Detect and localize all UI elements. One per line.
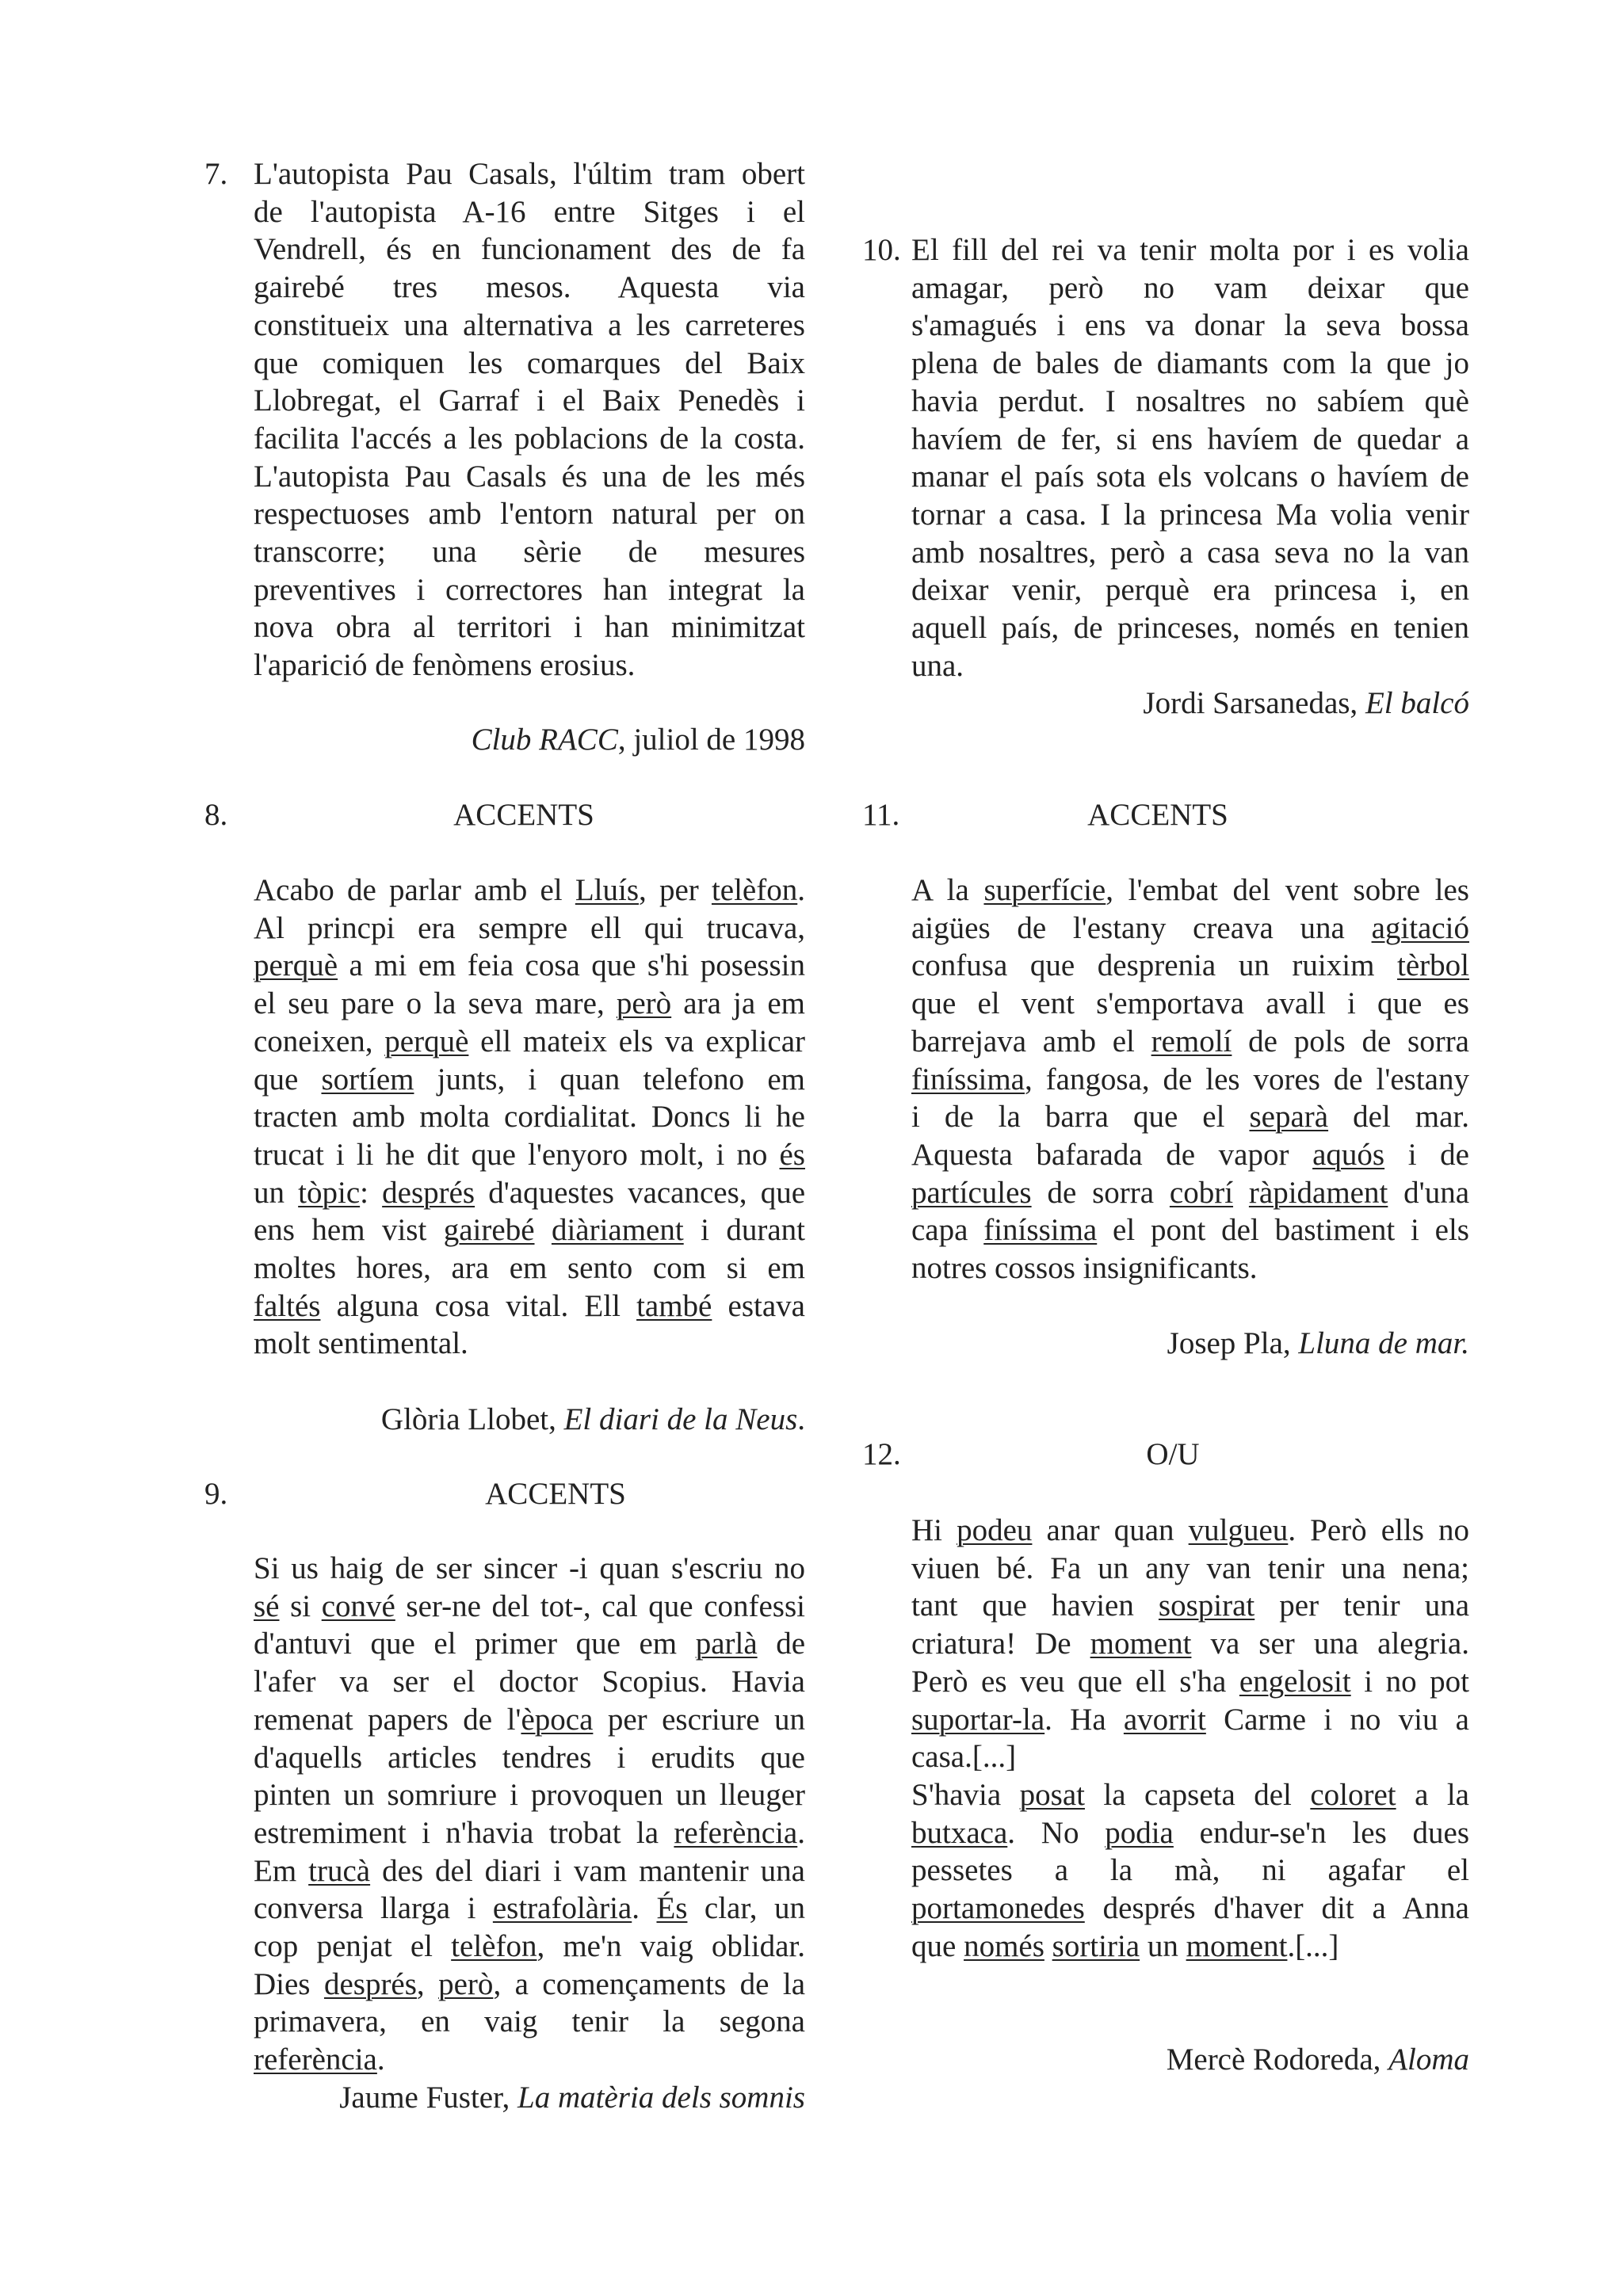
section-8-body bbox=[254, 871, 805, 1363]
text-line: faltés alguna cosa vital. Ell també estava bbox=[254, 1288, 805, 1323]
section-10-body bbox=[911, 231, 1469, 685]
underlined-word: remolí bbox=[1151, 1024, 1232, 1058]
section-8-paragraph bbox=[254, 871, 805, 1363]
text-line: que el vent s'emportava avall i que es bbox=[911, 986, 1469, 1021]
underlined-word: diàriament bbox=[551, 1213, 684, 1248]
underlined-word: després bbox=[323, 1966, 417, 2001]
text-line: suportar-la. Ha avorrit Carme i no viu a bbox=[911, 1702, 1469, 1737]
text-line: conversa llarga i estrafolària. És clar, un bbox=[254, 1891, 805, 1926]
underlined-word: partícules bbox=[911, 1175, 1032, 1210]
underlined-word: perquè bbox=[254, 948, 338, 983]
underlined-word: finíssima bbox=[911, 1062, 1025, 1097]
attribution-author: Jordi Sarsanedas, bbox=[1143, 686, 1365, 720]
underlined-word: també bbox=[636, 1288, 712, 1323]
underlined-word: ràpidament bbox=[1248, 1175, 1388, 1210]
text-line: capa finíssima el pont del bastiment i els bbox=[911, 1213, 1469, 1248]
underlined-word: Lluís bbox=[575, 873, 639, 907]
underlined-word: tòpic bbox=[298, 1175, 361, 1210]
text-line: nova obra al territori i han minimitzat bbox=[254, 610, 805, 645]
text-line: tracten amb molta cordialitat. Doncs li he bbox=[254, 1100, 805, 1135]
text-line: deixar venir, perquè era princesa i, en bbox=[911, 573, 1469, 608]
text-line: amb nosaltres, però a casa seva no la van bbox=[911, 535, 1469, 570]
section-number-8: 8. bbox=[204, 798, 228, 832]
text-line: notres cossos insignificants. bbox=[911, 1251, 1258, 1286]
section-11-body bbox=[911, 871, 1469, 1287]
underlined-word: engelosit bbox=[1239, 1664, 1351, 1699]
text-line: Al princpi era sempre ell qui trucava, bbox=[254, 910, 805, 945]
underlined-word: referència bbox=[254, 2042, 377, 2077]
underlined-word: però bbox=[616, 986, 672, 1021]
underlined-word: tèrbol bbox=[1397, 948, 1469, 983]
section-8-attribution bbox=[381, 1401, 805, 1439]
attribution-author: Mercè Rodoreda, bbox=[1166, 2042, 1389, 2077]
text-line: moltes hores, ara em sento com si em bbox=[254, 1251, 805, 1286]
underlined-word: telèfon bbox=[711, 873, 798, 907]
text-line: confusa que desprenia un ruixim tèrbol bbox=[911, 948, 1469, 983]
text-line: un tòpic: després d'aquestes vacances, que bbox=[254, 1175, 806, 1210]
text-line: facilita l'accés a les poblacions de la costa. bbox=[254, 421, 805, 456]
section-9-paragraph bbox=[254, 1550, 805, 2079]
text-line: viuen bé. Fa un any van tenir una nena; bbox=[911, 1550, 1469, 1585]
section-7-body bbox=[254, 155, 805, 685]
text-line: Em trucà des del diari i vam mantenir una bbox=[254, 1853, 805, 1888]
text-line: sé si convé ser-ne del tot-, cal que confessi bbox=[254, 1589, 805, 1623]
text-line: portamonedes després d'haver dit a Anna bbox=[911, 1891, 1469, 1926]
underlined-word: després bbox=[382, 1175, 475, 1210]
text-line: Llobregat, el Garraf i el Baix Penedès i bbox=[254, 383, 805, 418]
text-line: trucat i li he dit que l'enyoro molt, i no és bbox=[254, 1137, 805, 1172]
text-line: molt sentimental. bbox=[254, 1326, 468, 1361]
text-line: Vendrell, és en funcionament des de fa bbox=[254, 232, 805, 267]
underlined-word: moment bbox=[1090, 1627, 1192, 1661]
attribution-date: , juliol de 1998 bbox=[617, 723, 805, 757]
underlined-word: però bbox=[438, 1966, 494, 2001]
text-line: pessetes a la mà, ni agafar el bbox=[911, 1853, 1469, 1888]
underlined-word: sé bbox=[254, 1589, 280, 1623]
text-line: finíssima, fangosa, de les vores de l'estany bbox=[911, 1062, 1469, 1097]
underlined-word: avorrit bbox=[1123, 1702, 1206, 1737]
underlined-word: sospirat bbox=[1158, 1589, 1255, 1623]
attribution-title: Lluna de mar. bbox=[1298, 1326, 1469, 1360]
underlined-word: finíssima bbox=[983, 1213, 1098, 1248]
attribution-title: La matèria dels somnis bbox=[517, 2081, 805, 2115]
underlined-word: només bbox=[964, 1928, 1044, 1963]
attribution-author: Jaume Fuster, bbox=[339, 2081, 518, 2115]
underlined-word: portamonedes bbox=[911, 1891, 1085, 1926]
text-line: cop penjat el telèfon, me'n vaig oblidar. bbox=[254, 1929, 806, 1964]
text-line: Hi podeu anar quan vulgueu. Però ells no bbox=[911, 1513, 1470, 1547]
text-line: L'autopista Pau Casals és una de les més bbox=[254, 459, 805, 494]
underlined-word: És bbox=[656, 1891, 688, 1926]
text-line: L'autopista Pau Casals, l'últim tram obert bbox=[254, 157, 805, 191]
underlined-word: separà bbox=[1249, 1100, 1329, 1135]
text-line: plena de bales de diamants com la que jo bbox=[911, 346, 1469, 381]
text-line: l'afer va ser el doctor Scopius. Havia bbox=[254, 1665, 805, 1699]
attribution-end: . bbox=[797, 1402, 805, 1436]
text-line: referència. bbox=[254, 2042, 385, 2077]
text-line: preventives i correctores han integrat la bbox=[254, 572, 805, 607]
text-line: d'aquells articles tendres i erudits que bbox=[254, 1740, 805, 1775]
text-line: perquè a mi em feia cosa que s'hi posessin bbox=[254, 948, 805, 983]
text-line: que només sortiria un moment.[...] bbox=[911, 1928, 1339, 1963]
text-line: A la superfície, l'embat del vent sobre les bbox=[911, 873, 1469, 907]
section-number-10: 10. bbox=[862, 233, 901, 267]
underlined-word: podeu bbox=[957, 1513, 1033, 1547]
section-12-paragraph bbox=[911, 1512, 1469, 1965]
section-11-paragraph bbox=[911, 871, 1469, 1287]
text-line: El fill del rei va tenir molta por i es volia bbox=[911, 233, 1469, 267]
attribution-author: Glòria Llobet, bbox=[380, 1402, 564, 1436]
underlined-word: posat bbox=[1019, 1777, 1085, 1812]
section-number-7: 7. bbox=[204, 157, 228, 191]
attribution-title: Club RACC bbox=[471, 723, 618, 757]
underlined-word: trucà bbox=[308, 1853, 371, 1888]
underlined-word: sortíem bbox=[321, 1062, 414, 1097]
text-line: una. bbox=[911, 648, 964, 683]
section-7-paragraph bbox=[254, 155, 805, 685]
text-line: de l'autopista A-16 entre Sitges i el bbox=[254, 194, 805, 229]
section-7-attribution bbox=[472, 721, 805, 759]
text-line: Aquesta bafarada de vapor aquós i de bbox=[911, 1137, 1469, 1172]
text-line: casa.[...] bbox=[911, 1740, 1017, 1775]
text-line: aquell país, de princeses, només en tenien bbox=[911, 611, 1469, 646]
section-12-attribution bbox=[1167, 2041, 1469, 2079]
text-line: l'aparició de fenòmens erosius. bbox=[254, 648, 636, 683]
attribution-author: Josep Pla, bbox=[1167, 1326, 1299, 1360]
text-line: butxaca. No podia endur-se'n les dues bbox=[911, 1815, 1469, 1850]
underlined-word: moment bbox=[1186, 1928, 1288, 1963]
section-10-attribution bbox=[1143, 685, 1469, 723]
underlined-word: coloret bbox=[1310, 1777, 1396, 1812]
text-line: que comiquen les comarques del Baix bbox=[254, 345, 805, 380]
text-line: Però es veu que ell s'ha engelosit i no pot bbox=[911, 1664, 1469, 1699]
text-line: manar el país sota els volcans o havíem de bbox=[911, 460, 1469, 494]
text-line: pinten un somriure i provoquen un lleuger bbox=[254, 1778, 805, 1813]
text-line: constitueix una alternativa a les carreteres bbox=[254, 307, 805, 342]
underlined-word: agitació bbox=[1371, 910, 1469, 945]
section-12-heading: O/U bbox=[1146, 1437, 1200, 1471]
underlined-word: convé bbox=[321, 1589, 395, 1623]
underlined-word: gairebé bbox=[443, 1213, 535, 1248]
text-line: havia perdut. I nosaltres no sabíem què bbox=[911, 383, 1469, 418]
attribution-title: El balcó bbox=[1365, 686, 1469, 720]
text-line: gairebé tres mesos. Aquesta via bbox=[254, 270, 805, 305]
underlined-word: sortiria bbox=[1052, 1928, 1140, 1963]
underlined-word: superfície bbox=[983, 873, 1106, 907]
text-line: s'amagués i ens va donar la seva bossa bbox=[911, 308, 1469, 343]
section-9-body bbox=[254, 1550, 805, 2079]
text-line: tant que havien sospirat per tenir una bbox=[911, 1589, 1469, 1623]
section-11-heading: ACCENTS bbox=[1087, 798, 1228, 832]
underlined-word: telèfon bbox=[451, 1929, 537, 1964]
text-line: Acabo de parlar amb el Lluís, per telèfon. bbox=[254, 873, 805, 907]
text-line: d'antuvi que el primer que em parlà de bbox=[254, 1627, 806, 1661]
text-line: el seu pare o la seva mare, però ara ja em bbox=[254, 986, 805, 1021]
text-line: remenat papers de l'època per escriure un bbox=[254, 1702, 806, 1737]
section-number-12: 12. bbox=[862, 1437, 901, 1471]
section-9-heading: ACCENTS bbox=[485, 1477, 626, 1511]
section-9-attribution bbox=[339, 2079, 805, 2117]
underlined-word: vulgueu bbox=[1188, 1513, 1289, 1547]
underlined-word: estrafolària bbox=[492, 1891, 632, 1926]
text-line: i de la barra que el separà del mar. bbox=[911, 1100, 1469, 1135]
text-line: estremiment i n'havia trobat la referència. bbox=[254, 1815, 805, 1850]
section-number-9: 9. bbox=[204, 1477, 228, 1511]
text-line: barrejava amb el remolí de pols de sorra bbox=[911, 1024, 1469, 1058]
attribution-title: El diari de la Neus bbox=[563, 1402, 798, 1436]
text-line: Si us haig de ser sincer -i quan s'escriu no bbox=[254, 1551, 805, 1585]
text-line: primavera, en vaig tenir la segona bbox=[254, 2004, 805, 2039]
underlined-word: suportar-la bbox=[911, 1702, 1045, 1737]
text-line: havíem de fer, si ens havíem de quedar a bbox=[911, 421, 1469, 456]
text-line: partícules de sorra cobrí ràpidament d'una bbox=[911, 1175, 1470, 1210]
section-number-11: 11. bbox=[862, 798, 900, 832]
text-line: amagar, però no vam deixar que bbox=[911, 270, 1469, 305]
text-line: aigües de l'estany creava una agitació bbox=[911, 910, 1469, 945]
underlined-word: aquós bbox=[1312, 1137, 1385, 1172]
section-8-heading: ACCENTS bbox=[453, 798, 594, 832]
text-line: ens hem vist gairebé diàriament i durant bbox=[254, 1213, 806, 1248]
underlined-word: cobrí bbox=[1169, 1175, 1234, 1210]
text-line: Dies després, però, a començaments de la bbox=[254, 1966, 805, 2001]
text-line: criatura! De moment va ser una alegria. bbox=[911, 1627, 1469, 1661]
text-line: que sortíem junts, i quan telefono em bbox=[254, 1062, 805, 1097]
section-12-body bbox=[911, 1512, 1469, 1965]
attribution-title: Aloma bbox=[1388, 2042, 1469, 2077]
underlined-word: època bbox=[521, 1702, 594, 1737]
underlined-word: parlà bbox=[695, 1627, 758, 1661]
underlined-word: faltés bbox=[254, 1288, 321, 1323]
underlined-word: referència bbox=[674, 1815, 798, 1850]
underlined-word: perquè bbox=[384, 1024, 469, 1058]
text-line: coneixen, perquè ell mateix els va explicar bbox=[254, 1024, 805, 1058]
underlined-word: és bbox=[779, 1137, 805, 1172]
underlined-word: butxaca bbox=[911, 1815, 1008, 1850]
text-line: tornar a casa. I la princesa Ma volia venir bbox=[911, 497, 1469, 532]
text-line: respectuoses amb l'entorn natural per on bbox=[254, 497, 805, 532]
underlined-word: podia bbox=[1105, 1815, 1174, 1850]
section-11-attribution bbox=[1167, 1325, 1469, 1363]
section-10-paragraph bbox=[911, 231, 1469, 685]
text-line: transcorre; una sèrie de mesures bbox=[254, 535, 805, 570]
text-line: S'havia posat la capseta del coloret a la bbox=[911, 1777, 1469, 1812]
